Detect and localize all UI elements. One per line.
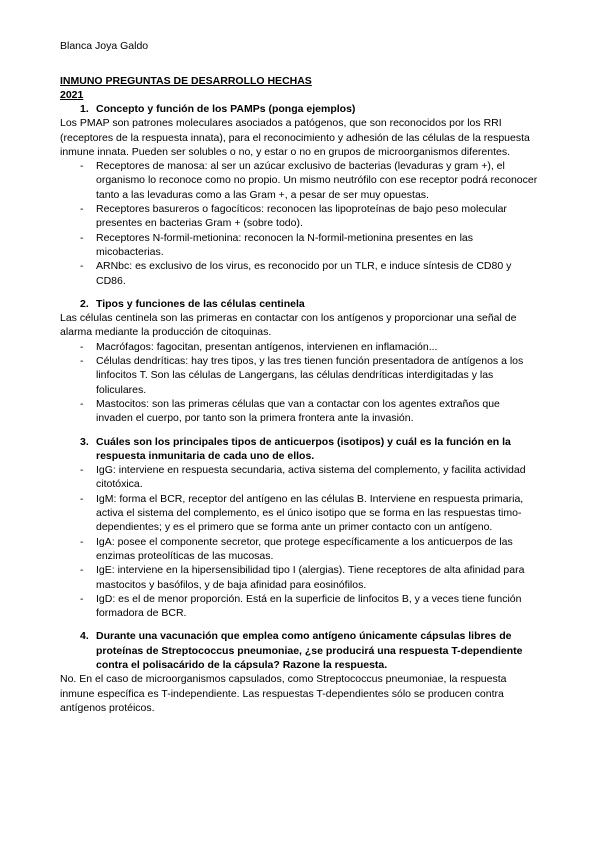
list-item <box>60 492 538 535</box>
list-item-text: Mastocitos: son las primeras células que van a contactar con los agentes extraños que invaden el cuerpo, por tanto son la primera frontera ante la invasión. <box>96 397 500 425</box>
question-number: 1. <box>80 103 89 115</box>
answer-list <box>60 340 538 426</box>
list-item-text: Macrófagos: fagocitan, presentan antígenos, intervienen en inflamación... <box>96 340 438 353</box>
document-heading <box>60 74 312 102</box>
question-text: Cuáles son los principales tipos de anticuerpos (isotipos) y cuál es la función en la respuesta inmunitaria de cada uno de ellos. <box>96 435 511 462</box>
dash-bullet: - <box>80 160 84 173</box>
document-year: 2021 <box>60 89 84 101</box>
answer-list <box>60 463 538 620</box>
author-name: Blanca Joya Galdo <box>60 40 149 52</box>
list-item <box>60 563 538 592</box>
question-heading <box>60 435 538 464</box>
section-spacer <box>60 620 538 629</box>
answer-text: No. En el caso de microorganismos capsulados, como Streptococcus pneumoniae, la respuesta inmune específica es T-independiente. Las respuestas T-dependientes sólo se producen contra antígenos protéicos. <box>60 673 507 714</box>
list-item <box>60 259 538 288</box>
answer-intro: Los PMAP son patrones moleculares asociados a patógenos, que son reconocidos por los RRI (receptores de la respuesta innata), para el reconocimiento y adhesión de las células de la respuesta inmune innata. Pueden ser solubles o no, y estar o no en grupos de microorganismos diferentes. <box>60 117 530 158</box>
dash-bullet: - <box>80 203 84 216</box>
dash-bullet: - <box>80 231 84 244</box>
dash-bullet: - <box>80 592 84 605</box>
dash-bullet: - <box>80 492 84 505</box>
section-4 <box>60 629 538 715</box>
dash-bullet: - <box>80 340 84 353</box>
list-item-text: IgE: interviene en la hipersensibilidad tipo I (alergias). Tiene receptores de alta afinidad para mastocitos y basófilos, y de baja afinidad para eosinófilos. <box>96 564 525 591</box>
section-3 <box>60 435 538 621</box>
list-item-text: Receptores de manosa: al ser un azúcar exclusivo de bacterias (levaduras y gram +), el organismo lo reconoce como no propio. Un mismo neutrófilo con ese receptor podrá reconocer tanto a las levaduras como a las Gram +, a pesar de ser muy opuestas. <box>96 160 538 201</box>
section-spacer <box>60 288 538 297</box>
list-item-text: IgD: es el de menor proporción. Está en la superficie de linfocitos B, y a veces tiene función formadora de BCR. <box>96 592 522 620</box>
list-item-text: IgM: forma el BCR, receptor del antígeno en las células B. Interviene en respuesta primaria, activa el sistema del complemento, es el único isotipo que se forma en las respuestas timo-dependientes; y es el primero que se forma ante un primer contacto con un antígeno. <box>96 492 524 534</box>
document-title: INMUNO PREGUNTAS DE DESARROLLO HECHAS <box>60 75 312 87</box>
list-item <box>60 592 538 621</box>
question-heading <box>60 297 538 311</box>
list-item <box>60 159 538 202</box>
list-item <box>60 397 538 426</box>
list-item <box>60 231 538 260</box>
answer-list <box>60 159 538 288</box>
section-2 <box>60 297 538 426</box>
question-heading <box>60 629 538 672</box>
list-item <box>60 535 538 564</box>
dash-bullet: - <box>80 564 84 577</box>
list-item-text: Receptores N-formil-metionina: reconocen la N-formil-metionina presentes en las micobacterias. <box>96 231 473 258</box>
answer-intro: Las células centinela son las primeras en contactar con los antígenos y proporcionar una señal de alarma mediante la producción de citoquinas. <box>60 312 517 339</box>
question-number: 2. <box>80 297 89 310</box>
list-item-text: IgA: posee el componente secretor, que protege específicamente a los anticuerpos de las enzimas proteolíticas de las mucosas. <box>96 535 513 562</box>
list-item-text: Receptores basureros o fagocíticos: reconocen las lipoproteínas de bajo peso molecular presentes en bacterias Gram + (sobre todo). <box>96 203 507 230</box>
section-spacer <box>60 426 538 435</box>
question-number: 4. <box>80 630 89 643</box>
dash-bullet: - <box>80 260 84 273</box>
question-text: Concepto y función de los PAMPs (ponga ejemplos) <box>96 103 356 115</box>
question-number: 3. <box>80 435 89 448</box>
dash-bullet: - <box>80 397 84 410</box>
dash-bullet: - <box>80 535 84 548</box>
list-item-text: IgG: interviene en respuesta secundaria, activa sistema del complemento, y facilita actividad citotóxica. <box>96 464 526 491</box>
list-item <box>60 340 538 354</box>
question-heading <box>60 102 538 116</box>
section-1 <box>60 102 538 288</box>
list-item <box>60 354 538 397</box>
document-body <box>60 102 538 715</box>
dash-bullet: - <box>80 355 84 368</box>
list-item-text: ARNbc: es exclusivo de los virus, es reconocido por un TLR, e induce síntesis de CD80 y CD86. <box>96 260 512 287</box>
dash-bullet: - <box>80 464 84 477</box>
list-item <box>60 463 538 492</box>
list-item <box>60 202 538 231</box>
question-text: Durante una vacunación que emplea como antígeno únicamente cápsulas libres de proteínas de Streptococcus pneumoniae, ¿se producirá una respuesta T-dependiente contra el polisacárido de la cápsula? Razone la respuesta. <box>96 630 523 671</box>
question-text: Tipos y funciones de las células centinela <box>96 297 305 310</box>
list-item-text: Células dendríticas: hay tres tipos, y las tres tienen función presentadora de antígenos a los linfocitos T. Son las células de Langergans, las células dendríticas interdigitadas y las foliculares. <box>96 355 524 396</box>
